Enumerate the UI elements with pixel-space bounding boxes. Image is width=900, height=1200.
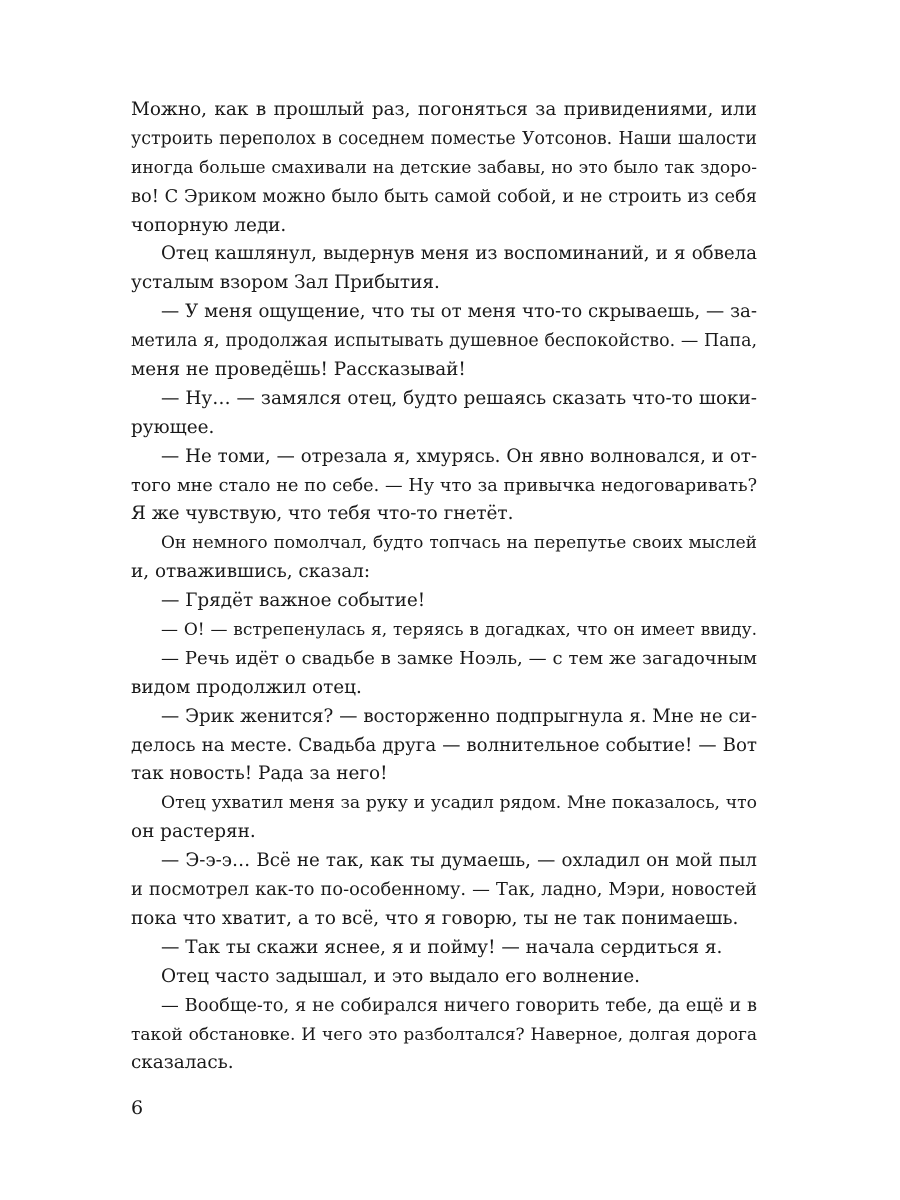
text-line: так новость! Рада за него!	[131, 763, 388, 785]
text-line: Можно, как в прошлый раз, погоняться за привидениями, или	[131, 99, 757, 120]
text-line: Я же чувствую, что тебя что-то гнетёт.	[131, 503, 514, 525]
text-line: во! С Эриком можно было быть самой собой, и не строить из себя	[131, 185, 757, 207]
text-line: того мне стало не по себе. — Ну что за привычка недоговаривать?	[131, 475, 757, 496]
text-line: такой обстановке. И чего это разболтался? Наверное, долгая дорога	[131, 1024, 757, 1045]
text-line: и посмотрел как-то по-особенному. — Так, ладно, Мэри, новостей	[131, 879, 757, 901]
text-line: — Э-э-э… Всё не так, как ты думаешь, — охладил он мой пыл	[161, 850, 757, 872]
text-line: Отец кашлянул, выдернув меня из воспоминаний, и я обвела	[161, 243, 757, 265]
text-line: — Так ты скажи яснее, я и пойму! — начала сердиться я.	[161, 936, 723, 958]
text-line: — Грядёт важное событие!	[161, 590, 426, 612]
text-line: — У меня ощущение, что ты от меня что-то скрываешь, — за-	[161, 301, 757, 323]
text-line: устроить переполох в соседнем поместье Уотсонов. Наши шалости	[131, 128, 757, 149]
page-body	[131, 96, 757, 1078]
text-line: Он немного помолчал, будто топчась на перепутье своих мыслей	[161, 533, 757, 554]
text-line: усталым взором Зал Прибытия.	[131, 272, 440, 294]
text-line: рующее.	[131, 416, 215, 438]
page-number: 6	[131, 1097, 144, 1119]
text-line: — Эрик женится? — восторженно подпрыгнула я. Мне не си-	[161, 705, 757, 727]
text-line: пока что хватит, а то всё, что я говорю, ты не так понимаешь.	[131, 907, 739, 929]
text-line: — Не томи, — отрезала я, хмурясь. Он явно волновался, и от-	[161, 445, 757, 467]
text-line: он растерян.	[131, 821, 256, 843]
text-line: — Вообще-то, я не собирался ничего говорить тебе, да ещё и в	[161, 994, 757, 1016]
text-line: и, отважившись, сказал:	[131, 561, 371, 583]
text-line: сказалась.	[131, 1052, 234, 1074]
text-line: — Речь идёт о свадьбе в замке Ноэль, — с тем же загадочным	[161, 647, 757, 669]
text-line: меня не проведёшь! Рассказывай!	[131, 359, 466, 381]
text-line: Отец часто задышал, и это выдало его волнение.	[161, 965, 641, 987]
text-line: — Ну… — замялся отец, будто решаясь сказать что-то шоки-	[161, 387, 757, 409]
text-line: — О! — встрепенулась я, теряясь в догадках, что он имеет ввиду.	[161, 620, 757, 641]
text-line: видом продолжил отец.	[131, 676, 362, 698]
text-line: иногда больше смахивали на детские забавы, но это было так здоро-	[131, 157, 757, 178]
text-line: чопорную леди.	[131, 214, 287, 236]
text-line: Отец ухватил меня за руку и усадил рядом. Мне показалось, что	[161, 793, 757, 814]
text-line: метила я, продолжая испытывать душевное беспокойство. — Папа,	[131, 331, 757, 352]
text-line: делось на месте. Свадьба друга — волнительное событие! — Вот	[131, 734, 757, 756]
